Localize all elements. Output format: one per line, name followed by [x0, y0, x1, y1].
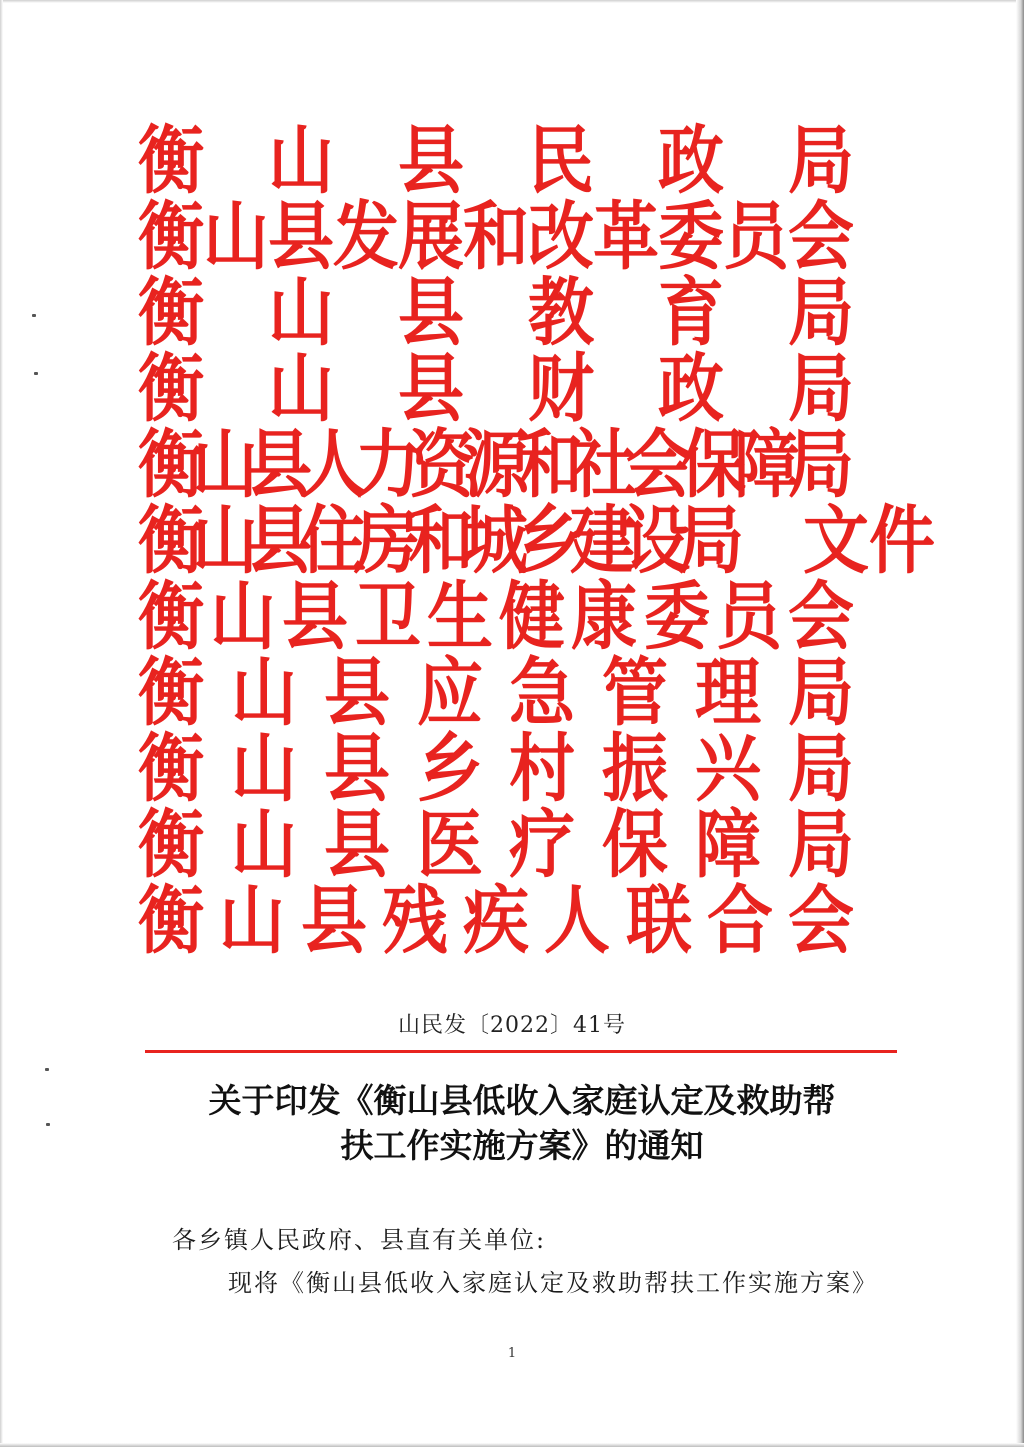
masthead-char: 乡 — [417, 724, 483, 812]
title-line-2: 扶工作实施方案》的通知 — [340, 1126, 704, 1165]
body-paragraph: 现将《衡山县低收入家庭认定及救助帮扶工作实施方案》 — [228, 1269, 878, 1297]
masthead-char: 委 — [644, 572, 710, 660]
masthead-char: 山 — [268, 116, 334, 204]
masthead-char: 社 — [571, 420, 637, 508]
masthead-char: 山 — [268, 268, 334, 356]
masthead-char: 人 — [301, 420, 367, 508]
masthead-char: 局 — [788, 116, 854, 204]
scan-speck — [32, 314, 36, 317]
masthead-char: 育 — [658, 268, 724, 356]
masthead-char: 政 — [658, 116, 724, 204]
masthead-char: 合 — [707, 876, 773, 964]
masthead-char: 残 — [382, 876, 448, 964]
masthead-char: 县 — [398, 268, 464, 356]
masthead-char: 县 — [324, 724, 390, 812]
masthead-char: 局 — [788, 420, 854, 508]
masthead-char: 疗 — [509, 800, 575, 888]
document-title — [150, 1078, 894, 1168]
masthead-char: 医 — [417, 800, 483, 888]
masthead-char: 应 — [417, 648, 483, 736]
scan-edge-top — [0, 0, 1024, 3]
masthead-char: 改 — [528, 192, 594, 280]
masthead-char: 县 — [324, 800, 390, 888]
masthead-char: 生 — [427, 572, 493, 660]
masthead-char: 源 — [463, 420, 529, 508]
masthead-char: 衡 — [138, 800, 204, 888]
title-line-1: 关于印发《衡山县低收入家庭认定及救助帮 — [208, 1081, 836, 1120]
document-number: 山民发〔2022〕41号 — [398, 1013, 626, 1038]
masthead-char: 山 — [192, 420, 258, 508]
masthead-char: 房 — [354, 496, 420, 584]
masthead-char: 民 — [528, 116, 594, 204]
masthead-char: 联 — [626, 876, 692, 964]
masthead-char: 会 — [788, 192, 854, 280]
masthead-char: 革 — [593, 192, 659, 280]
masthead-char: 城 — [462, 496, 528, 584]
masthead-char: 局 — [788, 800, 854, 888]
masthead-char: 急 — [509, 648, 575, 736]
masthead-char: 衡 — [138, 420, 204, 508]
masthead-char: 县 — [324, 648, 390, 736]
masthead-char: 衡 — [138, 268, 204, 356]
masthead-char: 设 — [624, 496, 690, 584]
masthead-char: 衡 — [138, 344, 204, 432]
masthead-char: 振 — [602, 724, 668, 812]
masthead-char: 障 — [695, 800, 761, 888]
masthead-char: 衡 — [138, 192, 204, 280]
masthead-char: 政 — [658, 344, 724, 432]
masthead-char: 人 — [544, 876, 610, 964]
masthead-char: 局 — [788, 724, 854, 812]
masthead-char: 展 — [398, 192, 464, 280]
masthead-char: 县 — [282, 572, 348, 660]
masthead-char: 会 — [788, 572, 854, 660]
masthead-char: 员 — [716, 572, 782, 660]
masthead-char: 障 — [734, 420, 800, 508]
masthead-char: 局 — [788, 648, 854, 736]
masthead-char: 衡 — [138, 496, 204, 584]
masthead-char: 会 — [626, 420, 692, 508]
page-number: 1 — [507, 1346, 517, 1361]
masthead-char: 山 — [219, 876, 285, 964]
masthead-char: 山 — [210, 572, 276, 660]
masthead-char: 山 — [192, 496, 258, 584]
scan-edge-bottom — [0, 1443, 1024, 1447]
masthead-char: 力 — [355, 420, 421, 508]
masthead-char: 和 — [463, 192, 529, 280]
masthead-char: 兴 — [695, 724, 761, 812]
masthead-char: 员 — [723, 192, 789, 280]
masthead-char: 理 — [695, 648, 761, 736]
masthead-char: 衡 — [138, 116, 204, 204]
masthead-char: 住 — [300, 496, 366, 584]
scan-speck — [45, 1068, 49, 1071]
masthead-char: 卫 — [355, 572, 421, 660]
masthead-char: 康 — [571, 572, 637, 660]
scan-edge-right — [1016, 0, 1024, 1447]
masthead-char: 村 — [509, 724, 575, 812]
masthead-char: 衡 — [138, 724, 204, 812]
masthead-char: 局 — [788, 344, 854, 432]
red-separator-line — [145, 1050, 897, 1053]
masthead-char: 县 — [268, 192, 334, 280]
masthead-char: 管 — [602, 648, 668, 736]
masthead-char: 教 — [528, 268, 594, 356]
scan-speck — [46, 1123, 50, 1126]
masthead-char: 和 — [517, 420, 583, 508]
masthead-char: 山 — [203, 192, 269, 280]
masthead-char: 疾 — [463, 876, 529, 964]
masthead-char: 会 — [788, 876, 854, 964]
masthead-char: 保 — [680, 420, 746, 508]
masthead-char: 委 — [658, 192, 724, 280]
masthead-char: 山 — [231, 800, 297, 888]
masthead-char: 衡 — [138, 572, 204, 660]
masthead-char: 山 — [231, 648, 297, 736]
masthead-char: 衡 — [138, 876, 204, 964]
masthead-char: 县 — [246, 420, 312, 508]
masthead-char: 山 — [231, 724, 297, 812]
masthead-char: 和 — [408, 496, 474, 584]
masthead-char: 建 — [570, 496, 636, 584]
masthead-wenjian: 文件 — [803, 496, 935, 584]
masthead-char: 县 — [398, 116, 464, 204]
salutation: 各乡镇人民政府、县直有关单位: — [172, 1226, 547, 1254]
masthead-char: 衡 — [138, 648, 204, 736]
masthead-char: 县 — [398, 344, 464, 432]
scan-speck — [34, 372, 38, 375]
masthead-char: 局 — [788, 268, 854, 356]
masthead-char: 局 — [678, 496, 744, 584]
masthead-char: 保 — [602, 800, 668, 888]
masthead-char: 县 — [301, 876, 367, 964]
masthead-char: 健 — [499, 572, 565, 660]
masthead-char: 县 — [246, 496, 312, 584]
scan-edge-left — [0, 0, 3, 1447]
masthead-char: 资 — [409, 420, 475, 508]
masthead-char: 发 — [333, 192, 399, 280]
masthead-char: 乡 — [516, 496, 582, 584]
masthead-char: 山 — [268, 344, 334, 432]
masthead-char: 财 — [528, 344, 594, 432]
